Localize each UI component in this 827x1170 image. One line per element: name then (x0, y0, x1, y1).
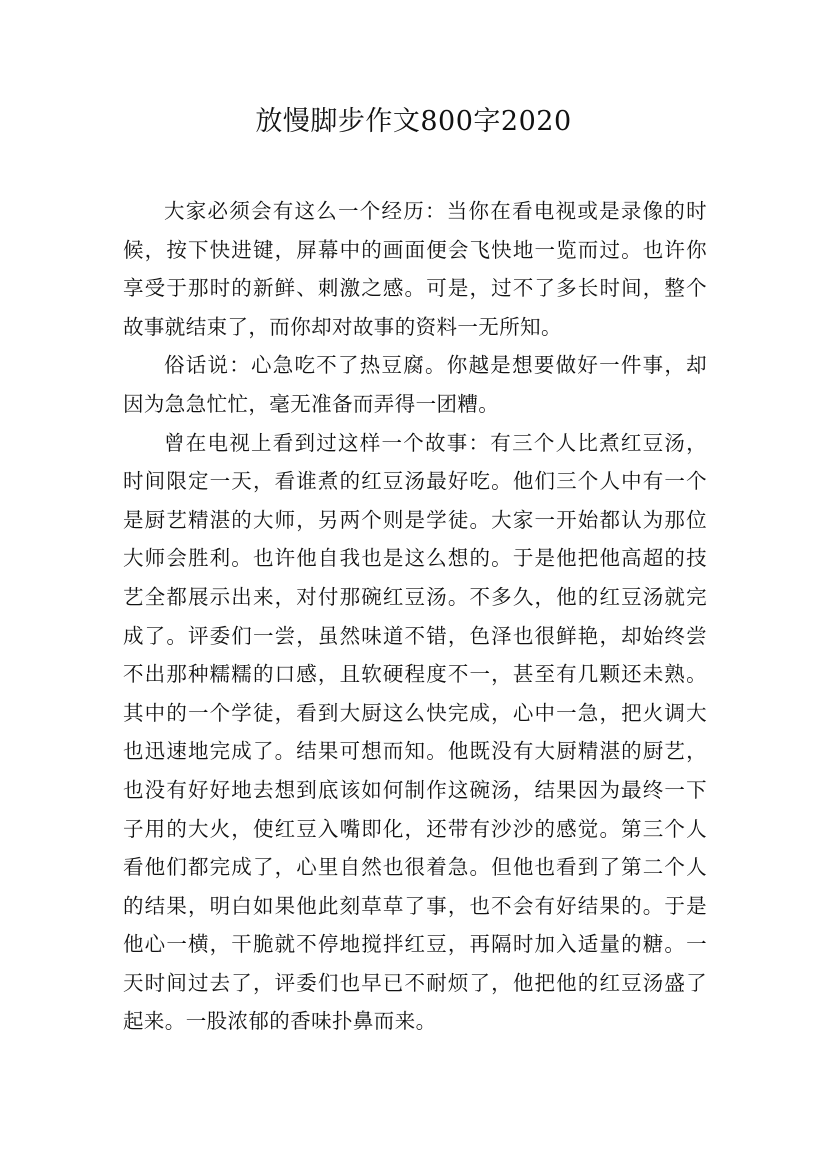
document-body (123, 192, 707, 1041)
paragraph: 俗话说：心急吃不了热豆腐。你越是想要做好一件事，却因为急急忙忙，毫无准备而弄得一团糟。 (123, 353, 707, 416)
paragraph: 曾在电视上看到过这样一个故事：有三个人比煮红豆汤，时间限定一天，看谁煮的红豆汤最好吃。他们三个人中有一个是厨艺精湛的大师，另两个则是学徒。大家一开始都认为那位大师会胜利。也许他自我也是这么想的。于是他把他高超的技艺全都展示出来，对付那碗红豆汤。不多久，他的红豆汤就完成了。评委们一尝，虽然味道不错，色泽也很鲜艳，却始终尝不出那种糯糯的口感，且软硬程度不一，甚至有几颗还未熟。其中的一个学徒，看到大厨这么快完成，心中一急，把火调大也迅速地完成了。结果可想而知。他既没有大厨精湛的厨艺，也没有好好地去想到底该如何制作这碗汤，结果因为最终一下子用的大火，使红豆入嘴即化，还带有沙沙的感觉。第三个人看他们都完成了，心里自然也很着急。但他也看到了第二个人的结果，明白如果他此刻草草了事，也不会有好结果的。于是他心一横，干脆就不停地搅拌红豆，再隔时加入适量的糖。一天时间过去了，评委们也早已不耐烦了，他把他的红豆汤盛了起来。一股浓郁的香味扑鼻而来。 (123, 430, 707, 1034)
document-title: 放慢脚步作文800字2020 (255, 106, 572, 137)
paragraph: 大家必须会有这么一个经历：当你在看电视或是录像的时候，按下快进键，屏幕中的画面便会飞快地一览而过。也许你享受于那时的新鲜、刺激之感。可是，过不了多长时间，整个故事就结束了，而你却对故事的资料一无所知。 (123, 199, 707, 339)
